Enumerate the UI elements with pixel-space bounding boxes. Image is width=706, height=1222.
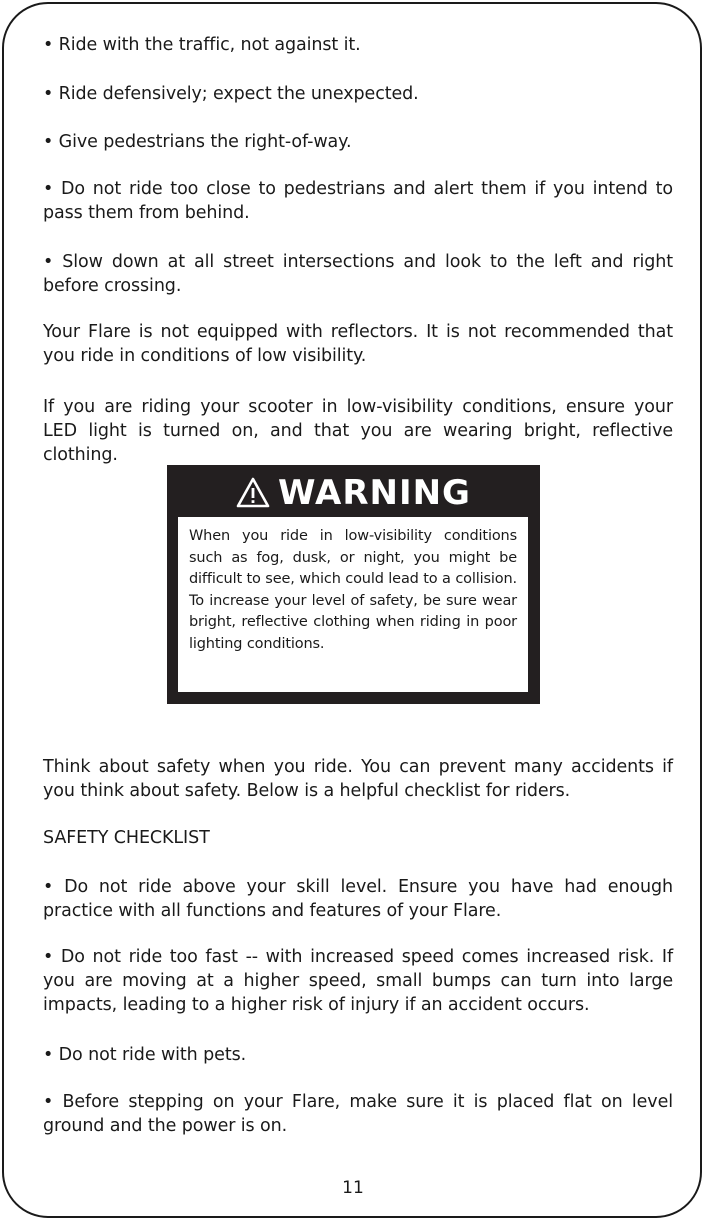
checklist-speed: • Do not ride too fast -- with increased speed comes increased risk. If you are moving at a higher speed, small bumps can turn into large impacts, leading to a higher risk of injury if an accident occurs. [43, 947, 673, 1015]
safety-tip-defensive: • Ride defensively; expect the unexpected. [43, 84, 419, 104]
safety-tip-pedestrians: • Give pedestrians the right-of-way. [43, 132, 352, 152]
checklist-heading: SAFETY CHECKLIST [43, 828, 210, 848]
safety-tip-passing: • Do not ride too close to pedestrians and alert them if you intend to pass them from behind. [43, 179, 673, 223]
safety-tip-traffic: • Ride with the traffic, not against it. [43, 35, 361, 55]
checklist-stepping-on: • Before stepping on your Flare, make sure it is placed flat on level ground and the power is on. [43, 1092, 673, 1136]
safety-intro: Think about safety when you ride. You can prevent many accidents if you think about safety. Below is a helpful checklist for riders. [43, 757, 673, 801]
warning-title: WARNING [278, 473, 471, 513]
checklist-pets: • Do not ride with pets. [43, 1045, 247, 1065]
warning-header [167, 471, 540, 515]
warning-box [167, 465, 540, 704]
warning-text: When you ride in low-visibility conditions such as fog, dusk, or night, you might be difficult to see, which could lead to a collision. To increase your level of safety, be sure wear bright, reflective clothing when riding in poor lighting conditions. [189, 528, 517, 652]
checklist-skill-level: • Do not ride above your skill level. Ensure you have had enough practice with all functions and features of your Flare. [43, 877, 673, 921]
reflectors-notice: Your Flare is not equipped with reflectors. It is not recommended that you ride in conditions of low visibility. [43, 322, 673, 366]
warning-triangle-icon [236, 477, 270, 509]
page-number: 11 [342, 1178, 364, 1198]
warning-body [178, 517, 528, 692]
safety-tip-intersections: • Slow down at all street intersections and look to the left and right before crossing. [43, 252, 673, 296]
low-visibility-notice: If you are riding your scooter in low-visibility conditions, ensure your LED light is turned on, and that you are wearing bright, reflective clothing. [43, 397, 673, 465]
